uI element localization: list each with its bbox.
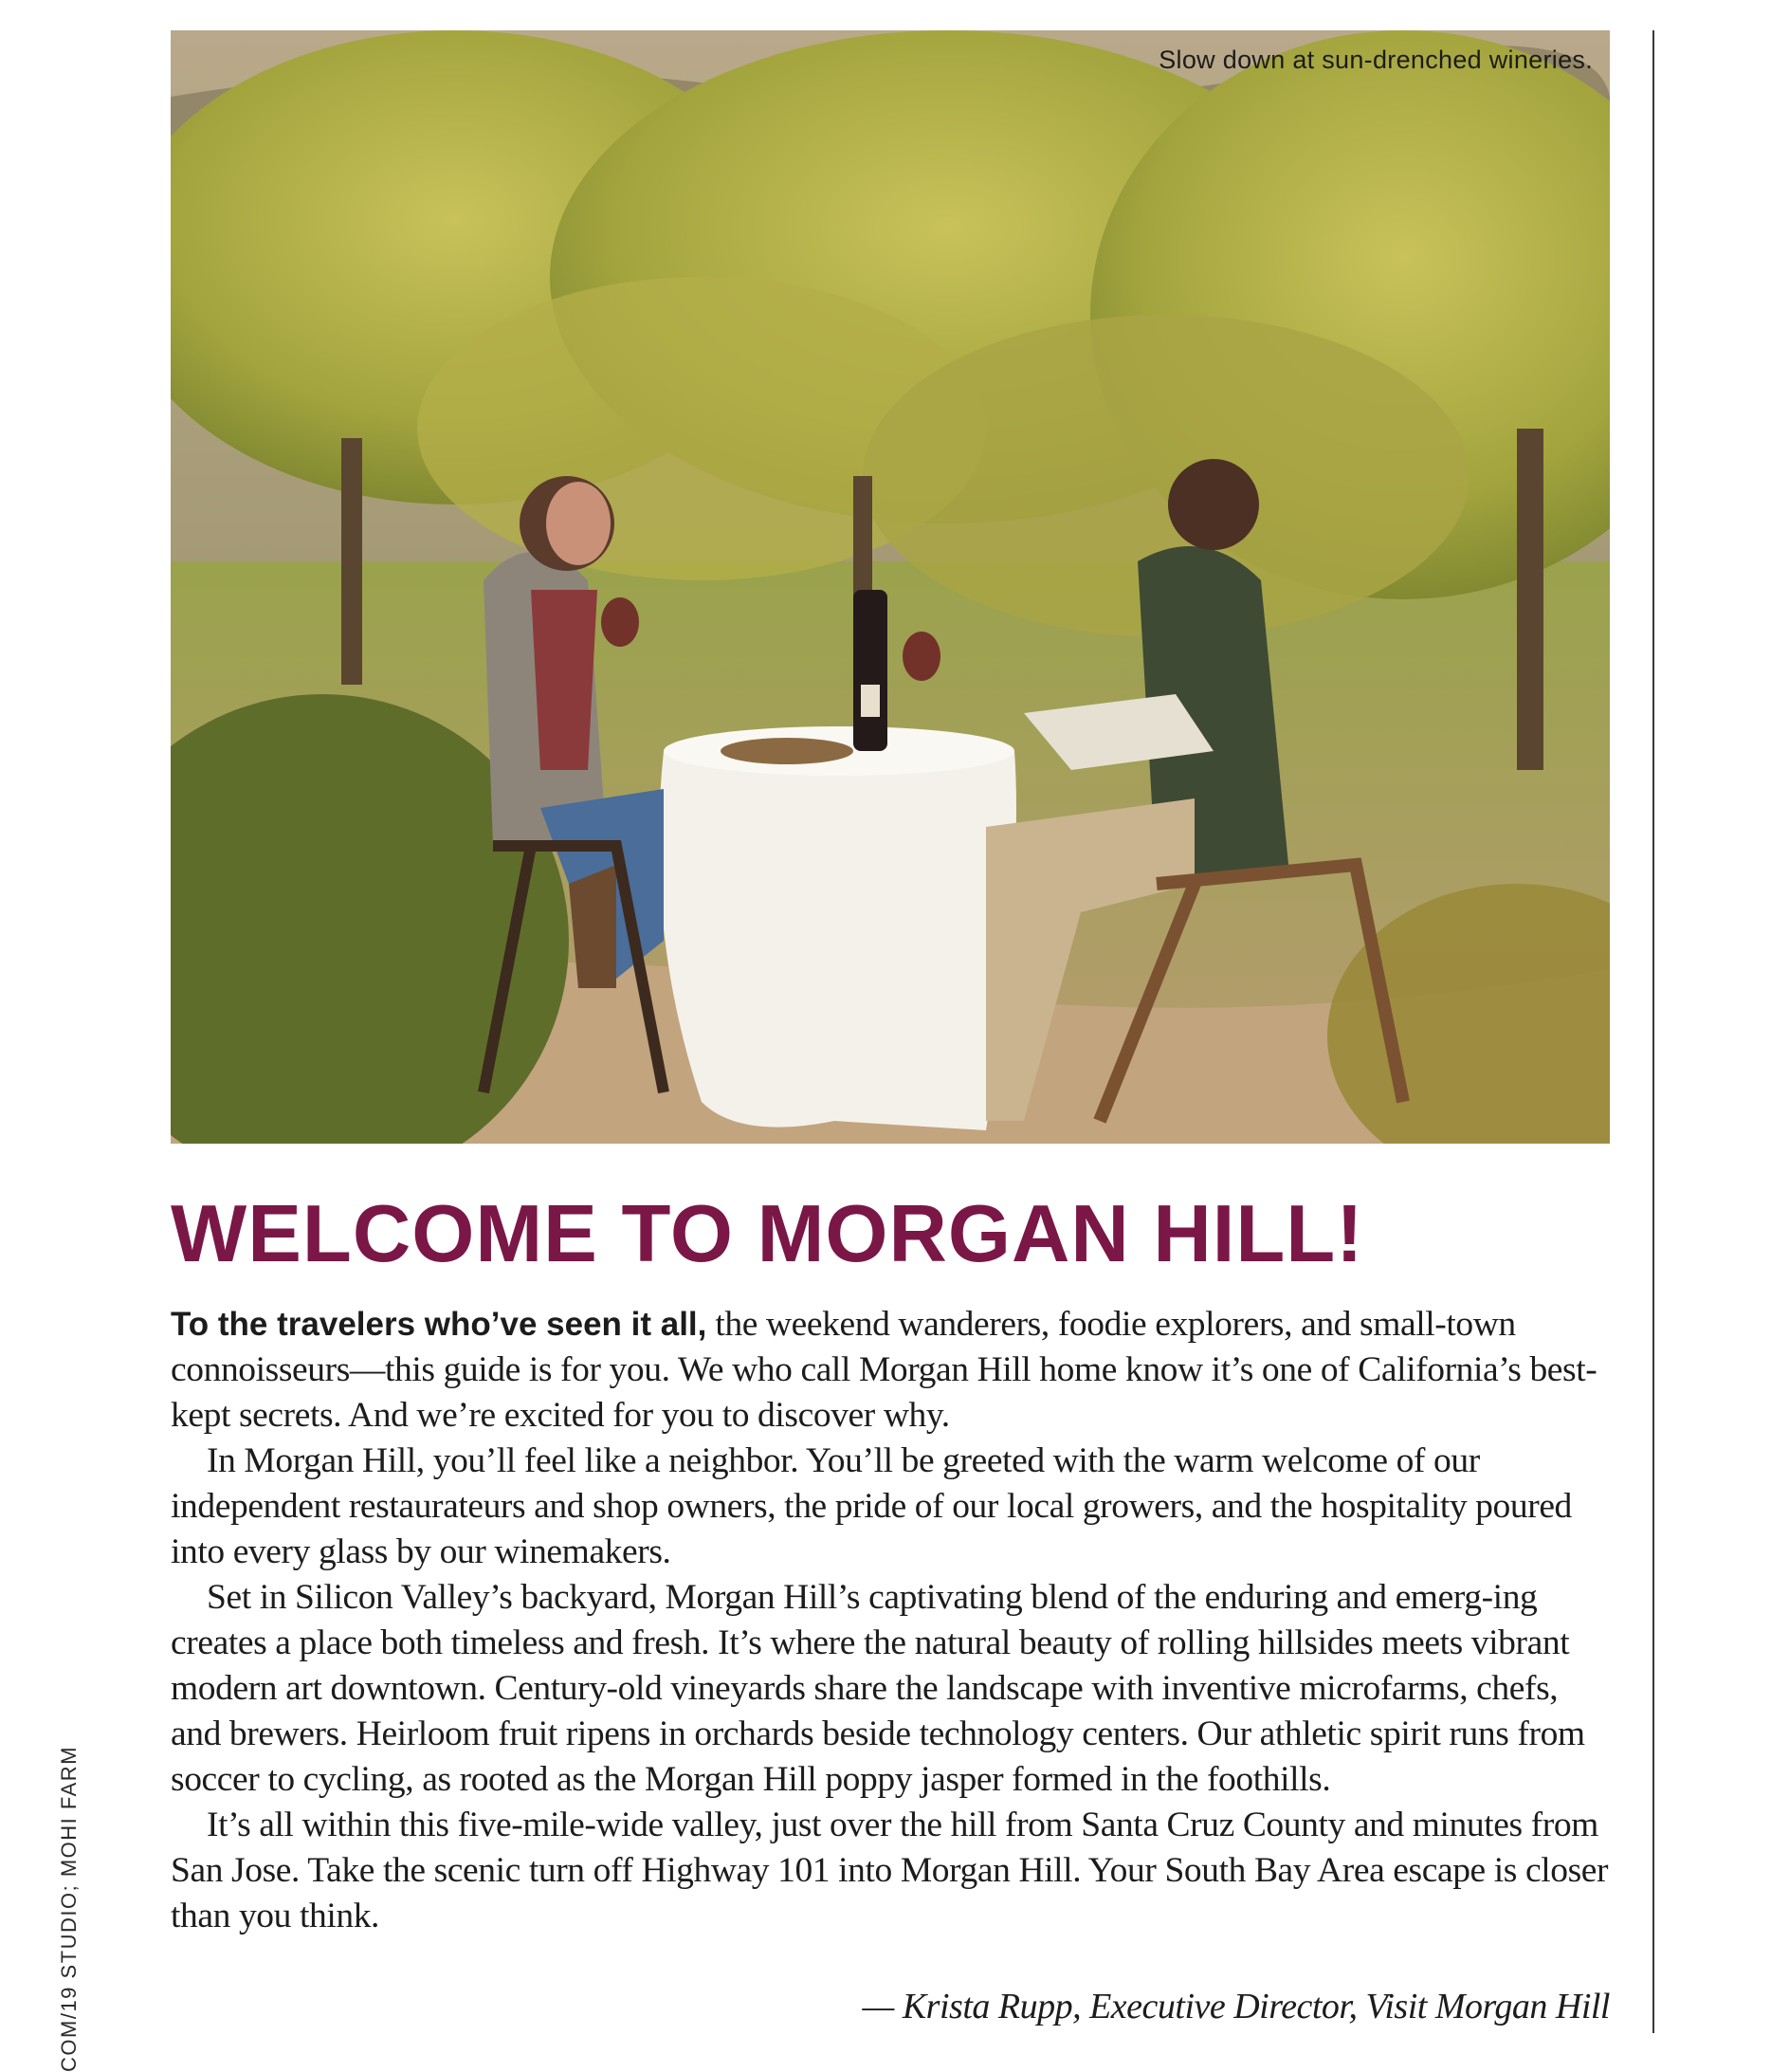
vineyard-illustration — [171, 30, 1610, 1144]
paragraph-3: Set in Silicon Valley’s backyard, Morgan Hill’s captivating blend of the enduring and emerg-ing creates a place both timeless and fresh. It’s where the natural beauty of rolling hillsides meets vibrant modern art downtown. Century-old vineyards share the landscape with inventive microfarms, chefs, and brewers. Heirloom fruit ripens in orchards beside technology centers. Our athletic spirit runs from soccer to cycling, as rooted as the Morgan Hill poppy jasper formed in the foothills. — [171, 1578, 1585, 1799]
photo-caption: Slow down at sun-drenched wineries. — [1159, 46, 1593, 74]
paragraph-4: It’s all within this five-mile-wide valley, just over the hill from Santa Cruz County and minutes from San Jose. Take the scenic turn off Highway 101 into Morgan Hill. Your South Bay Area escape is closer than you think. — [171, 1806, 1609, 1935]
headline: WELCOME TO MORGAN HILL! — [171, 1189, 1364, 1279]
paragraph-1-text: the weekend wanderers, foodie explorers, and small-town connoisseurs—this guide is for you. We who call Morgan Hill home know it’s one of California’s best-kept secrets. And we’re excited for you to discover why. — [171, 1305, 1597, 1435]
paragraph-1 — [171, 1302, 1612, 1439]
paragraph-2: In Morgan Hill, you’ll feel like a neighbor. You’ll be greeted with the warm welcome of our independent restaurateurs and shop owners, the pride of our local growers, and the hospitality poured into every glass by our winemakers. — [171, 1441, 1572, 1571]
signature: — Krista Rupp, Executive Director, Visit Morgan Hill — [862, 1987, 1610, 2026]
vineyard-photo — [171, 30, 1610, 1144]
page-right-rule — [1652, 30, 1654, 2033]
lead-bold-text: To the travelers who’ve seen it all, — [171, 1306, 707, 1343]
photo-credit: COM/19 STUDIO; MOHI FARM — [57, 1745, 81, 2072]
article-body — [171, 1302, 1612, 1939]
